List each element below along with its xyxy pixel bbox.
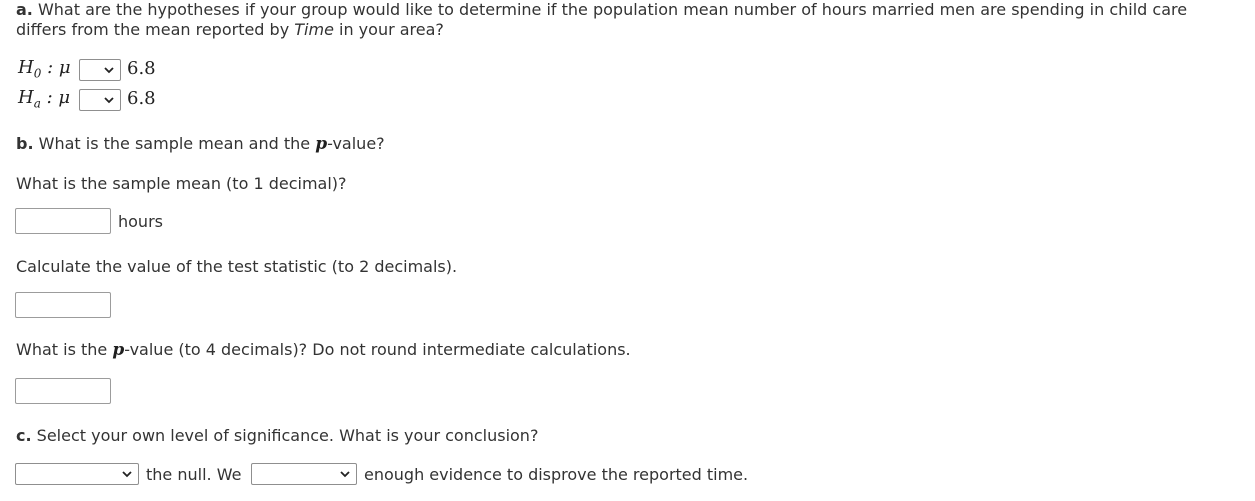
part-a-question-line2: differs from the mean reported by Time in your area?: [16, 20, 444, 39]
test-statistic-input[interactable]: [15, 292, 111, 318]
part-a-label: a.: [16, 0, 33, 19]
conclusion-text-2: enough evidence to disprove the reported time.: [364, 465, 749, 484]
part-c-label: c.: [16, 426, 32, 445]
chevron-down-icon: [102, 93, 116, 107]
null-hypothesis-row: [18, 57, 78, 81]
part-c-question: c. Select your own level of significance. What is your conclusion?: [16, 426, 539, 445]
part-a-question: a. What are the hypotheses if your group would like to determine if the population mean number of hours married men are spending in child care: [16, 0, 1188, 19]
alt-hypothesis-row: [18, 87, 78, 111]
chevron-down-icon: [120, 467, 134, 481]
null-hypothesis-operator-select[interactable]: [79, 59, 121, 81]
pvalue-input[interactable]: [15, 378, 111, 404]
sample-mean-input[interactable]: [15, 208, 111, 234]
sample-mean-prompt: What is the sample mean (to 1 decimal)?: [16, 174, 347, 193]
null-hypothesis-value: 6.8: [127, 58, 156, 79]
part-b-label: b.: [16, 134, 34, 153]
sample-mean-unit: hours: [118, 212, 163, 231]
test-statistic-prompt: Calculate the value of the test statistic (to 2 decimals).: [16, 257, 458, 276]
null-hypothesis-label: $H_0$ : μ: [18, 57, 71, 81]
chevron-down-icon: [338, 467, 352, 481]
chevron-down-icon: [102, 63, 116, 77]
alt-hypothesis-label: $H_a$ : μ: [18, 87, 71, 111]
alt-hypothesis-value: 6.8: [127, 88, 156, 109]
conclusion-null-select[interactable]: [15, 463, 139, 485]
alt-hypothesis-operator-select[interactable]: [79, 89, 121, 111]
conclusion-text-1: the null. We: [146, 465, 242, 484]
part-b-question: b. What is the sample mean and the p-value?: [16, 134, 385, 154]
conclusion-evidence-select[interactable]: [251, 463, 357, 485]
pvalue-prompt: What is the p-value (to 4 decimals)? Do not round intermediate calculations.: [16, 340, 631, 360]
